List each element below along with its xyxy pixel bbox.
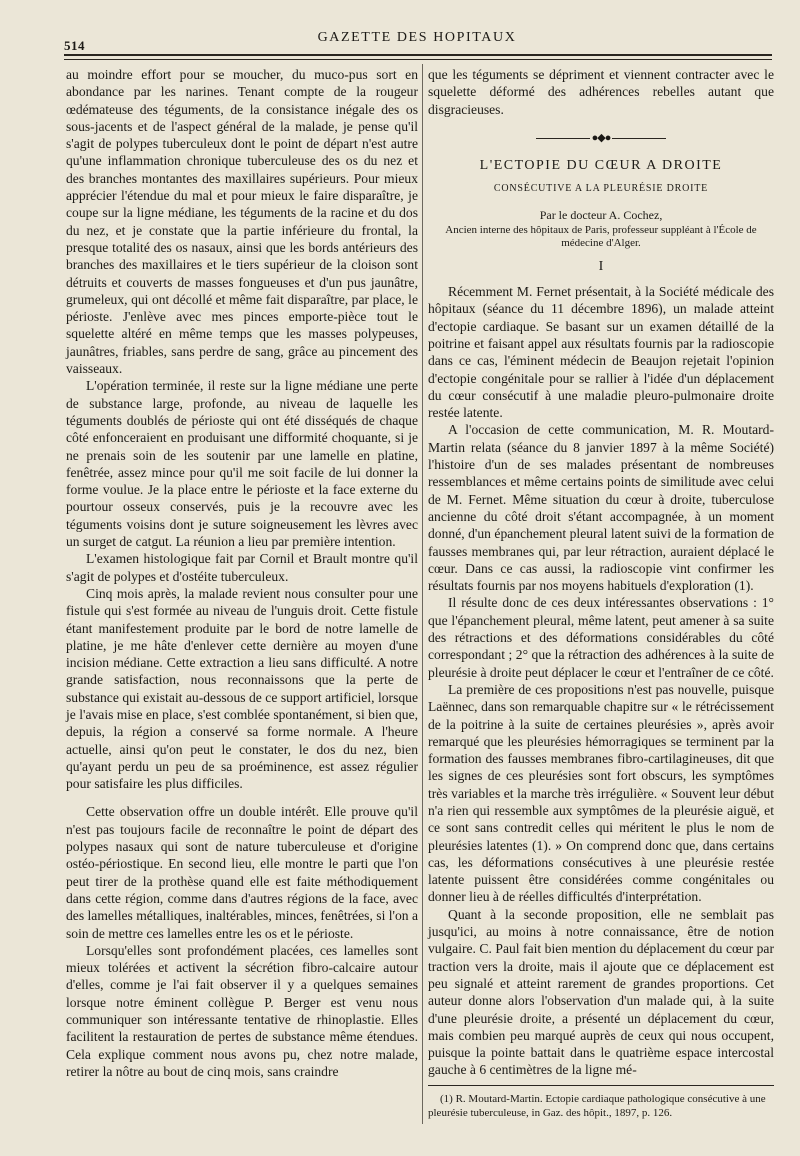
author-description: Ancien interne des hôpitaux de Paris, professeur suppléant à l'École de médecine d'Alger.: [445, 223, 757, 249]
paragraph: La première de ces propositions n'est pas nouvelle, puisque Laënnec, dans son remarquable chapitre sur « le rétrécissement de la poitrine à la suite de certaines pleurésies », après avoir remarqué que les pleurésies hémorragiques se terminent par la formation des fausses membranes fibro-cartilagineuses, dit que les signes de ces pleurésies sont fort obscurs, les symptômes très variables et la marche très irrégulière. « Souvent leur début n'a rien qui ressemble aux symptômes de la pleurésie aiguë, et ce sont sans contredit celles qui méritent le plus le nom de pleurésies latentes (1). » On comprend donc que, dans certains cas, les déformations consécutives à une pleurésie restée latente puissent être considérées comme congénitales ou donner lieu à de réelles difficultés d'interprétation.: [428, 681, 774, 905]
header-rule-thin: [64, 59, 772, 60]
article-title: L'ECTOPIE DU CŒUR A DROITE: [479, 158, 723, 174]
journal-title: GAZETTE DES HOPITAUX: [317, 30, 517, 45]
header-rule: [64, 54, 772, 56]
section-number: I: [598, 258, 604, 274]
paragraph: au moindre effort pour se moucher, du muco-pus sort en abondance par les narines. Tenant compte de la rougeur œdémateuse des téguments, de la consistance inégale des os sous-jacents et de l'aspect général de la malade, je pense qu'il s'agit de polypes tuberculeux dont le point de départ n'est autre qu'une inflammation chronique tuberculeuse des os du nez et des branches montantes des maxillaires supérieurs. Pour mieux apprécier l'étendue du mal et pour mieux le faire disparaître, je coupe sur la ligne médiane, les téguments de la racine et du dos du nez, et je constate que la partie inférieure du frontal, la presque totalité des os nasaux, ainsi que les bords antérieurs des branches des maxillaires et le tiers supérieur de la cloison sont détruits et couverts de masses fongueuses et d'un pus jaunâtre, grumeleux, qui ont décollé et même fait disparaître, par place, le périoste. J'enlève avec mes pinces emporte-pièce tout le squelette altéré en même temps que les masses polypeuses, jaunâtres, friables, sans perdre de sang, grâce au pincement des vaisseaux.: [66, 67, 418, 377]
footnote: (1) R. Moutard-Martin. Ectopie cardiaque pathologique consécutive à une pleurésie tuberculeuse, in Gaz. des hôpit., 1897, p. 126.: [428, 1092, 766, 1119]
paragraph: Lorsqu'elles sont profondément placées, ces lamelles sont mieux tolérées et activent la sécrétion fibro-calcaire autour d'elles, comme je l'ai fait observer il y a quelques semaines lorsque notre éminent collègue P. Berger est venu nous communiquer son intéressante tentative de rhinoplastie. Elles facilitent la restauration de pertes de substance même étendues. Cela explique comment nous avons pu, chez notre malade, retirer la nôtre au bout de cinq mois, sans craindre: [66, 942, 418, 1079]
paragraph: L'examen histologique fait par Cornil et Brault montre qu'il s'agit de polypes et d'ostéite tuberculeux.: [66, 551, 418, 584]
section-ornament: ●◆●: [428, 130, 774, 147]
right-column: [428, 66, 774, 1120]
page-number: 514: [64, 38, 85, 53]
paragraph: que les téguments se dépriment et viennent contracter avec le squelette déformé des adhérences rebelles autant que disgracieuses.: [428, 67, 774, 117]
paragraph: Cinq mois après, la malade revient nous consulter pour une fistule qui s'est formée au niveau de l'unguis droit. Cette fistule étant manifestement produite par le bord de notre lamelle de platine, je me hâte d'enlever cette dernière au moyen d'une incision médiane. Cette extraction a lieu sans difficulté. A notre grande satisfaction, nous reconnaissons que la perte de substance qui existait au-dessous de ce support artificiel, lorsque je l'avais mise en place, s'est comblée spontanément, si bien que, depuis, la région a conservé sa forme normale. A l'heure actuelle, ainsi qu'on peut le constater, le dos du nez, bien qu'ayant perdu un peu de sa proéminence, est assez régulier pour satisfaire les plus difficiles.: [66, 585, 418, 792]
paragraph: Récemment M. Fernet présentait, à la Société médicale des hôpitaux (séance du 11 décembre 1896), un malade atteint d'ectopie cardiaque. Se basant sur un examen détaillé de la poitrine et faisant appel aux résultats fournis par la radioscopie dans ce cas, l'éminent médecin de Beaujon rejetait l'opinion d'ectopie congénitale pour se rallier à l'idée d'un déplacement du cœur consécutif à une maladie pleuro-pulmonaire droite restée latente.: [428, 284, 774, 421]
paragraph: Quant à la seconde proposition, elle ne semblait pas jusqu'ici, au moins à notre connaissance, être de notion vulgaire. C. Paul fait bien mention du déplacement du cœur par traction vers la droite, mais il ajoute que ce déplacement est peu signalé et atteint rarement de grandes proportions. Cet auteur donne alors l'observation d'un malade qui, à la suite d'une pleurésie droite, a présenté un déplacement du cœur, mais combien peu marqué auprès de ceux qui nous occupent, puisque la pointe battait dans le quatrième espace intercostal gauche à 6 centimètres de la ligne mé-: [428, 906, 774, 1078]
article-author: Par le docteur A. Cochez,: [539, 207, 663, 222]
column-divider: [422, 64, 423, 1124]
left-column: [66, 66, 418, 1080]
page-header: [64, 26, 770, 53]
paragraph: Il résulte donc de ces deux intéressantes observations : 1° que l'épanchement pleural, même latent, peut amener à sa suite des rétractions et des déformations considérables du côté correspondant ; 2° que la rétraction des adhérences à la suite de pleurésie à droite peut déplacer le cœur et l'entraîner de ce côté.: [428, 595, 774, 680]
footnote-rule: [428, 1085, 774, 1086]
paragraph: A l'occasion de cette communication, M. R. Moutard-Martin relata (séance du 8 janvier 1897 à la même Société) l'histoire d'un de ses malades présentant de nombreuses ressemblances et même certains points de similitude avec celui de M. Fernet. Même situation du cœur à droite, tuberculose ancienne du côté droit s'étant accompagnée, à un moment donné, d'un épanchement pleural latent suivi de la formation de fausses membranes qui, par leur rétraction, auraient déplacé le cœur. Dans ce cas aussi, la radioscopie vint confirmer les résultats fournis par nos moyens habituels d'exploration (1).: [428, 422, 774, 594]
article-subtitle: CONSÉCUTIVE A LA PLEURÉSIE DROITE: [493, 183, 709, 195]
paragraph: Cette observation offre un double intérêt. Elle prouve qu'il n'est pas toujours facile de reconnaître le point de départ des polypes nasaux qui sont de nature tuberculeuse et d'origine ostéo-périostique. En second lieu, elle montre le parti que l'on peut tirer de la prothèse quand elle est faite méthodiquement dans cette région, comme dans d'autres régions de la face, avec des lamelles métalliques, inaltérables, minces, fenêtrées, si l'on a soin de mettre ces lamelles entre les os et le périoste.: [66, 804, 418, 941]
paragraph: L'opération terminée, il reste sur la ligne médiane une perte de substance large, profonde, au niveau de laquelle les téguments doublés de périoste qui ont été disséqués de chaque côté enfonceraient en produisant une difformité choquante, si je ne prenais soin de les soutenir par une lamelle en platine, fenêtrée, assez mince pour qu'il me soit facile de lui donner la forme voulue. Je la place entre le périoste et la face externe du pourtour osseux conservés, puis je la recouvre avec les téguments voisins dont je suture soigneusement les lèvres avec un surget de catgut. La réunion a lieu par première intention.: [66, 378, 418, 550]
